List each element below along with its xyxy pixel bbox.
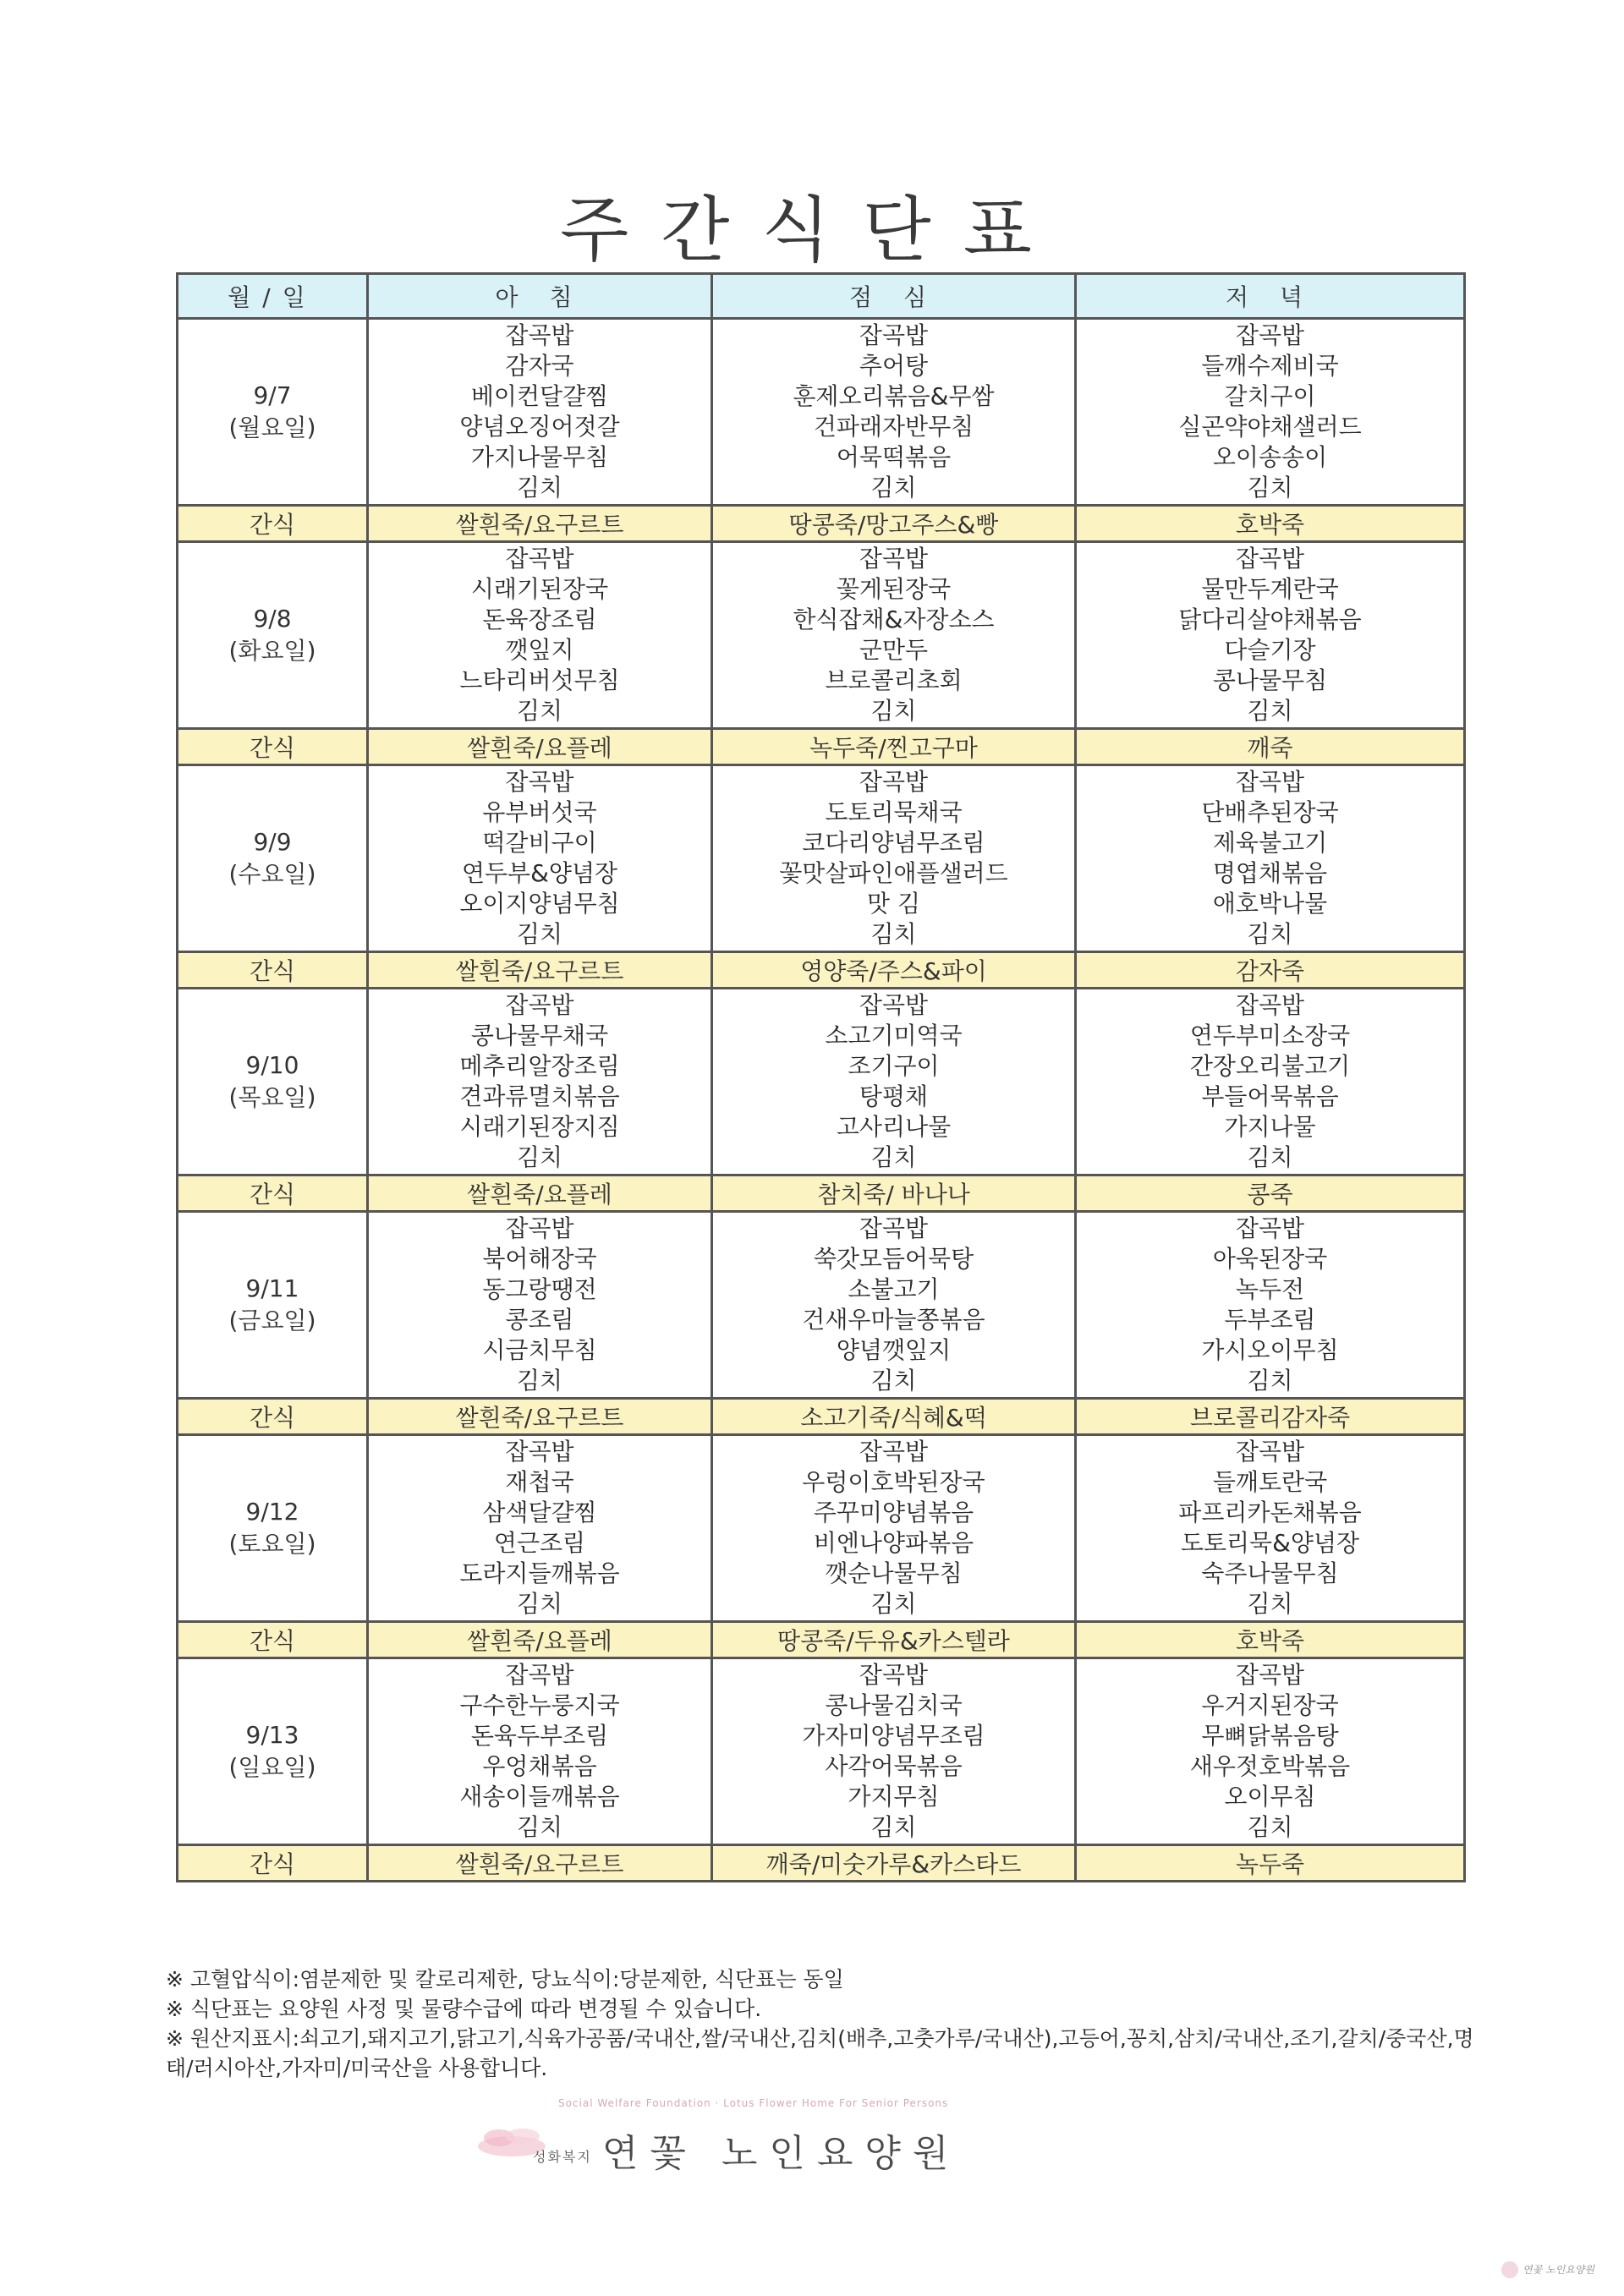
day-cell (178, 319, 368, 506)
snack-item: 쌀흰죽/요플레 (368, 1622, 712, 1658)
menu-item: 오이지양념무침 (459, 890, 620, 918)
snack-row (178, 1175, 1465, 1212)
snack-item: 쌀흰죽/요구르트 (368, 952, 712, 989)
menu-item: 김치 (1247, 1367, 1293, 1395)
snack-item: 쌀흰죽/요구르트 (368, 506, 712, 542)
menu-item: 잡곡밥 (1235, 768, 1305, 796)
menu-item: 김치 (516, 474, 563, 501)
logo-name: 연꽃 노인요양원 (601, 2132, 961, 2175)
snack-label: 간식 (178, 506, 368, 542)
menu-item: 콩조림 (505, 1306, 574, 1334)
day-cell (178, 1435, 368, 1622)
menu-item: 김치 (870, 1367, 917, 1395)
menu-item: 새송이들깨볶음 (459, 1783, 620, 1811)
menu-item: 소불고기 (848, 1275, 940, 1303)
dinner-list (1077, 1437, 1463, 1619)
menu-item: 김치 (516, 1143, 563, 1171)
menu-item: 가지나물 (1224, 1113, 1316, 1141)
dinner-cell (1076, 542, 1465, 729)
snack-item: 녹두죽/찐고구마 (712, 729, 1076, 765)
menu-item: 비엔나양파볶음 (813, 1529, 974, 1557)
dinner-cell (1076, 319, 1465, 506)
menu-item: 주꾸미양념볶음 (813, 1499, 974, 1526)
day-row (178, 989, 1465, 1175)
day-cell (178, 765, 368, 952)
menu-item: 김치 (1247, 920, 1293, 948)
menu-item: 김치 (870, 1143, 917, 1171)
snack-item: 녹두죽 (1076, 1845, 1465, 1882)
menu-item: 잡곡밥 (859, 991, 929, 1019)
snack-row (178, 1845, 1465, 1882)
menu-item: 콩나물무침 (1212, 666, 1328, 694)
day-date: 9/11 (245, 1274, 299, 1302)
menu-item: 어묵떡볶음 (836, 443, 952, 471)
menu-item: 김치 (1247, 697, 1293, 725)
snack-item: 깨죽/미숫가루&카스타드 (712, 1845, 1076, 1882)
menu-item: 양념깻잎지 (836, 1336, 952, 1364)
menu-item: 느타리버섯무침 (459, 666, 620, 694)
menu-item: 떡갈비구이 (482, 829, 597, 857)
menu-item: 잡곡밥 (859, 1661, 929, 1689)
breakfast-list (369, 990, 710, 1173)
lunch-cell (712, 1435, 1076, 1622)
breakfast-cell (368, 989, 712, 1175)
dinner-list (1077, 990, 1463, 1173)
menu-item: 재첩국 (505, 1468, 574, 1496)
header-lunch: 점 심 (712, 274, 1076, 319)
menu-item: 콩나물김치국 (825, 1691, 963, 1719)
menu-item: 잡곡밥 (505, 321, 574, 349)
menu-item: 김치 (870, 1590, 917, 1618)
menu-item: 콩나물무채국 (470, 1022, 609, 1049)
menu-item: 잡곡밥 (505, 545, 574, 573)
menu-item: 도라지들깨볶음 (459, 1559, 620, 1587)
logo-name-wrap (533, 2123, 960, 2177)
day-cell (178, 1212, 368, 1399)
menu-item: 잡곡밥 (505, 991, 574, 1019)
day-row (178, 319, 1465, 506)
breakfast-list (369, 767, 710, 950)
snack-label: 간식 (178, 1399, 368, 1435)
dinner-list (1077, 321, 1463, 503)
menu-item: 북어해장국 (482, 1245, 597, 1273)
menu-item: 잡곡밥 (505, 768, 574, 796)
breakfast-list (369, 1437, 710, 1619)
lunch-list (713, 1660, 1074, 1843)
menu-item: 우엉채볶음 (482, 1752, 597, 1780)
weekly-menu-table (176, 272, 1466, 1882)
menu-item: 파프리카돈채볶음 (1178, 1499, 1362, 1526)
dinner-cell (1076, 765, 1465, 952)
menu-item: 들깨수제비국 (1201, 352, 1339, 380)
menu-item: 들깨토란국 (1212, 1468, 1328, 1496)
menu-item: 무뼈닭볶음탕 (1201, 1722, 1339, 1750)
day-row (178, 765, 1465, 952)
dinner-list (1077, 1660, 1463, 1843)
day-row (178, 1435, 1465, 1622)
day-weekday: (목요일) (228, 1083, 316, 1111)
dinner-cell (1076, 989, 1465, 1175)
menu-item: 탕평채 (859, 1082, 929, 1110)
menu-item: 사각어묵볶음 (825, 1752, 963, 1780)
day-weekday: (토요일) (228, 1530, 316, 1558)
menu-item: 오이무침 (1224, 1783, 1316, 1811)
facility-logo (474, 2097, 1167, 2190)
menu-item: 동그랑땡전 (482, 1275, 597, 1303)
menu-item: 연두부&양념장 (461, 859, 618, 887)
menu-item: 물만두계란국 (1201, 575, 1339, 603)
breakfast-list (369, 1214, 710, 1396)
lunch-list (713, 767, 1074, 950)
corner-logo (1497, 2254, 1607, 2288)
menu-item: 삼색달걀찜 (482, 1499, 597, 1526)
menu-item: 조기구이 (848, 1052, 940, 1080)
day-weekday: (화요일) (228, 637, 316, 665)
menu-item: 간장오리불고기 (1189, 1052, 1351, 1080)
breakfast-cell (368, 765, 712, 952)
menu-item: 코다리양념무조림 (802, 829, 985, 857)
menu-item: 꽃게된장국 (836, 575, 952, 603)
menu-item: 애호박나물 (1212, 890, 1328, 918)
snack-item: 쌀흰죽/요플레 (368, 1175, 712, 1212)
day-row (178, 542, 1465, 729)
menu-item: 가시오이무침 (1201, 1336, 1339, 1364)
menu-item: 두부조림 (1224, 1306, 1316, 1334)
menu-item: 잡곡밥 (1235, 1661, 1305, 1689)
menu-item: 감자국 (505, 352, 574, 380)
menu-item: 잡곡밥 (859, 1438, 929, 1466)
menu-item: 닭다리살야채볶음 (1178, 606, 1362, 633)
lunch-list (713, 1214, 1074, 1396)
menu-item: 김치 (1247, 1590, 1293, 1618)
menu-item: 도토리묵&양념장 (1180, 1529, 1360, 1557)
lunch-list (713, 321, 1074, 503)
menu-item: 김치 (870, 474, 917, 501)
snack-item: 땅콩죽/두유&카스텔라 (712, 1622, 1076, 1658)
menu-item: 김치 (1247, 1143, 1293, 1171)
menu-item: 잡곡밥 (1235, 545, 1305, 573)
menu-item: 꽃맛살파인애플샐러드 (779, 859, 1008, 887)
note-1: ※ 고혈압식이:염분제한 및 칼로리제한, 당뇨식이:당분제한, 식단표는 동일 (166, 1967, 844, 1992)
snack-item: 땅콩죽/망고주스&빵 (712, 506, 1076, 542)
dinner-list (1077, 1214, 1463, 1396)
header-breakfast: 아 침 (368, 274, 712, 319)
snack-label: 간식 (178, 1622, 368, 1658)
menu-item: 김치 (516, 697, 563, 725)
snack-label: 간식 (178, 952, 368, 989)
menu-item: 베이컨달걀찜 (470, 382, 609, 410)
breakfast-cell (368, 1435, 712, 1622)
logo-subtitle: Social Welfare Foundation · Lotus Flower Home For Senior Persons (558, 2097, 949, 2109)
menu-item: 건새우마늘쫑볶음 (802, 1306, 985, 1334)
note-3: ※ 원산지표시:쇠고기,돼지고기,닭고기,식육가공품/국내산,쌀/국내산,김치(배추,고춧가루/국내산),고등어,꽁치,삼치/국내산,조기,갈치/중국산,명태/러시아산,가자미/미국산을 사용합니다. (166, 2026, 1474, 2080)
dinner-cell (1076, 1658, 1465, 1845)
lunch-cell (712, 765, 1076, 952)
menu-item: 군만두 (859, 636, 929, 664)
menu-item: 김치 (870, 697, 917, 725)
dinner-cell (1076, 1212, 1465, 1399)
snack-label: 간식 (178, 729, 368, 765)
day-weekday: (금요일) (228, 1307, 316, 1334)
note-2: ※ 식단표는 요양원 사정 및 물량수급에 따라 변경될 수 있습니다. (166, 1997, 762, 2021)
day-weekday: (수요일) (228, 860, 316, 888)
snack-item: 깨죽 (1076, 729, 1465, 765)
menu-item: 한식잡채&자장소스 (793, 606, 995, 633)
header-day: 월/일 (178, 274, 368, 319)
menu-item: 가자미양념무조림 (802, 1722, 985, 1750)
snack-item: 콩죽 (1076, 1175, 1465, 1212)
menu-item: 제육불고기 (1212, 829, 1328, 857)
menu-item: 시금치무침 (482, 1336, 597, 1364)
lunch-list (713, 544, 1074, 726)
menu-item: 건파래자반무침 (813, 413, 974, 441)
breakfast-list (369, 544, 710, 726)
snack-item: 소고기죽/식혜&떡 (712, 1399, 1076, 1435)
breakfast-list (369, 321, 710, 503)
day-cell (178, 542, 368, 729)
breakfast-list (369, 1660, 710, 1843)
lunch-cell (712, 1658, 1076, 1845)
menu-item: 오이송송이 (1212, 443, 1328, 471)
menu-item: 김치 (516, 920, 563, 948)
menu-item: 명엽채볶음 (1212, 859, 1328, 887)
lunch-cell (712, 1212, 1076, 1399)
snack-item: 영양죽/주스&파이 (712, 952, 1076, 989)
menu-item: 메추리알장조림 (459, 1052, 620, 1080)
header-row (178, 274, 1465, 319)
lunch-cell (712, 542, 1076, 729)
menu-item: 단배추된장국 (1201, 798, 1339, 826)
menu-item: 김치 (870, 920, 917, 948)
day-date: 9/7 (253, 381, 292, 409)
day-cell (178, 1658, 368, 1845)
snack-item: 호박죽 (1076, 506, 1465, 542)
menu-item: 잡곡밥 (1235, 321, 1305, 349)
menu-item: 견과류멸치볶음 (459, 1082, 620, 1110)
menu-item: 김치 (1247, 1813, 1293, 1841)
menu-item: 김치 (1247, 474, 1293, 501)
day-date: 9/9 (253, 828, 292, 856)
logo-org: 성화복지 (533, 2148, 592, 2165)
menu-item: 돈육두부조림 (470, 1722, 609, 1750)
menu-item: 맛 김 (867, 890, 920, 918)
menu-item: 시래기된장국 (470, 575, 609, 603)
menu-item: 김치 (870, 1813, 917, 1841)
header-dinner: 저 녁 (1076, 274, 1465, 319)
menu-item: 시래기된장지짐 (459, 1113, 620, 1141)
menu-item: 가지무침 (848, 1783, 940, 1811)
menu-item: 다슬기장 (1224, 636, 1316, 664)
menu-item: 깻잎지 (505, 636, 574, 664)
menu-item: 양념오징어젓갈 (459, 413, 620, 441)
menu-item: 김치 (516, 1367, 563, 1395)
snack-label: 간식 (178, 1175, 368, 1212)
menu-item: 숙주나물무침 (1201, 1559, 1339, 1587)
menu-item: 잡곡밥 (1235, 1214, 1305, 1242)
day-date: 9/13 (245, 1721, 299, 1749)
page-title: 주간식단표 (560, 189, 1064, 271)
lunch-cell (712, 319, 1076, 506)
menu-item: 잡곡밥 (505, 1438, 574, 1466)
menu-item: 실곤약야채샐러드 (1178, 413, 1362, 441)
menu-item: 잡곡밥 (859, 768, 929, 796)
menu-item: 돈육장조림 (482, 606, 597, 633)
menu-item: 유부버섯국 (482, 798, 597, 826)
snack-item: 브로콜리감자죽 (1076, 1399, 1465, 1435)
corner-flower-icon (1497, 2257, 1522, 2282)
lunch-cell (712, 989, 1076, 1175)
snack-item: 쌀흰죽/요구르트 (368, 1845, 712, 1882)
menu-item: 브로콜리초회 (825, 666, 963, 694)
snack-item: 쌀흰죽/요플레 (368, 729, 712, 765)
notes (166, 1964, 1485, 2083)
day-row (178, 1658, 1465, 1845)
dinner-list (1077, 544, 1463, 726)
lunch-list (713, 990, 1074, 1173)
snack-row (178, 952, 1465, 989)
menu-item: 잡곡밥 (859, 545, 929, 573)
menu-item: 잡곡밥 (505, 1214, 574, 1242)
breakfast-cell (368, 319, 712, 506)
menu-item: 부들어묵볶음 (1201, 1082, 1339, 1110)
day-weekday: (일요일) (228, 1753, 316, 1781)
menu-item: 우거지된장국 (1201, 1691, 1339, 1719)
menu-item: 쑥갓모듬어묵탕 (813, 1245, 974, 1273)
menu-item: 깻순나물무침 (825, 1559, 963, 1587)
breakfast-cell (368, 1212, 712, 1399)
menu-item: 김치 (516, 1813, 563, 1841)
menu-item: 연두부미소장국 (1189, 1022, 1351, 1049)
day-cell (178, 989, 368, 1175)
menu-item: 녹두전 (1235, 1275, 1305, 1303)
menu-item: 훈제오리볶음&무쌈 (793, 382, 995, 410)
breakfast-cell (368, 1658, 712, 1845)
menu-item: 잡곡밥 (505, 1661, 574, 1689)
menu-item: 추어탕 (859, 352, 929, 380)
dinner-list (1077, 767, 1463, 950)
snack-item: 감자죽 (1076, 952, 1465, 989)
snack-item: 참치죽/ 바나나 (712, 1175, 1076, 1212)
menu-item: 가지나물무침 (470, 443, 609, 471)
snack-row (178, 1399, 1465, 1435)
dinner-cell (1076, 1435, 1465, 1622)
menu-item: 잡곡밥 (1235, 1438, 1305, 1466)
breakfast-cell (368, 542, 712, 729)
menu-item: 연근조림 (493, 1529, 586, 1557)
menu-item: 우렁이호박된장국 (802, 1468, 985, 1496)
menu-item: 잡곡밥 (859, 321, 929, 349)
menu-item: 잡곡밥 (1235, 991, 1305, 1019)
day-row (178, 1212, 1465, 1399)
snack-row (178, 1622, 1465, 1658)
lunch-list (713, 1437, 1074, 1619)
menu-item: 잡곡밥 (859, 1214, 929, 1242)
menu-item: 새우젓호박볶음 (1189, 1752, 1351, 1780)
snack-item: 쌀흰죽/요구르트 (368, 1399, 712, 1435)
day-date: 9/10 (245, 1051, 299, 1079)
menu-item: 김치 (516, 1590, 563, 1618)
snack-row (178, 729, 1465, 765)
menu-item: 구수한누룽지국 (459, 1691, 620, 1719)
corner-logo-text: 연꽃 노인요양원 (1522, 2264, 1594, 2276)
day-weekday: (월요일) (228, 414, 316, 441)
snack-label: 간식 (178, 1845, 368, 1882)
day-date: 9/12 (245, 1498, 299, 1526)
menu-item: 아욱된장국 (1212, 1245, 1328, 1273)
menu-item: 갈치구이 (1224, 382, 1316, 410)
snack-row (178, 506, 1465, 542)
menu-item: 도토리묵채국 (825, 798, 963, 826)
snack-item: 호박죽 (1076, 1622, 1465, 1658)
menu-item: 소고기미역국 (825, 1022, 963, 1049)
menu-item: 고사리나물 (836, 1113, 952, 1141)
day-date: 9/8 (253, 605, 292, 633)
